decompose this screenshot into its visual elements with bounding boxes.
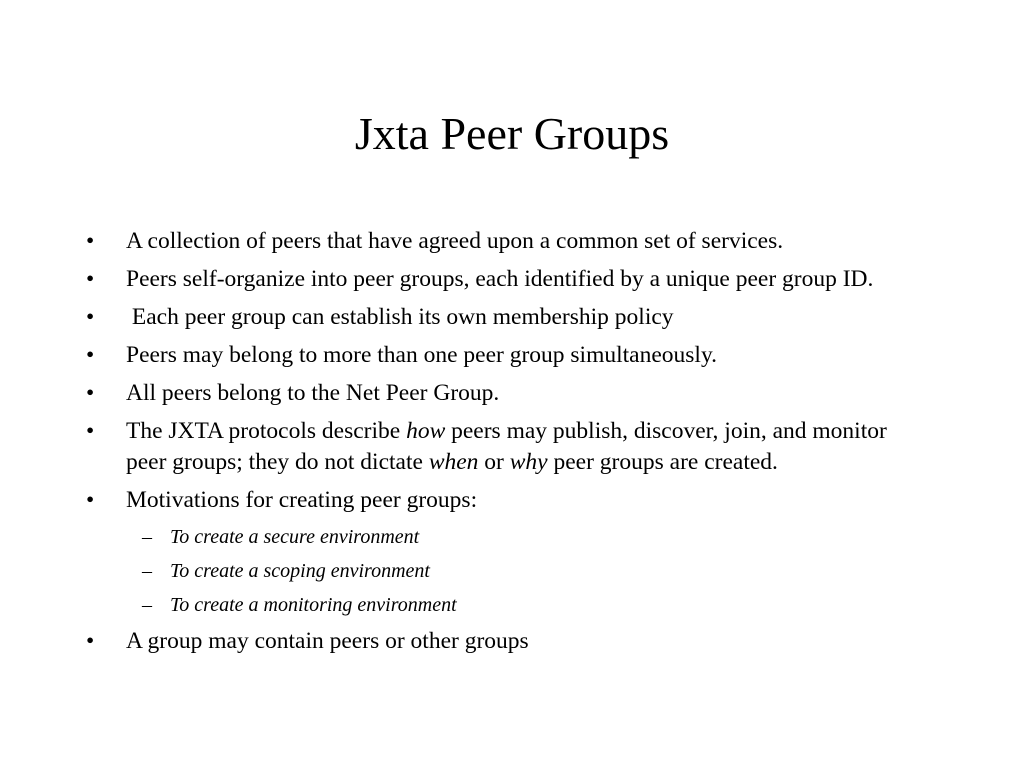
dash-icon: – (142, 560, 152, 582)
text-segment: peers may publish, discover, join, and monitor peer groups; they do not dictate (126, 418, 887, 475)
bullet-item (0, 264, 926, 295)
bullet-dot-icon: • (86, 228, 95, 254)
bullet-dot-icon: • (86, 266, 95, 292)
bullet-dot-icon: • (86, 380, 95, 406)
emphasis-how: how (406, 418, 446, 444)
bullet-text: A group may contain peers or other groups (126, 628, 529, 654)
bullet-item (0, 340, 926, 371)
sub-bullet-text: To create a scoping environment (170, 560, 430, 582)
bullet-text: Peers self-organize into peer groups, each identified by a unique peer group ID. (126, 266, 874, 292)
sub-bullet-group (0, 523, 1024, 619)
bullet-text: A collection of peers that have agreed upon a common set of services. (126, 228, 784, 254)
bullet-text: Peers may belong to more than one peer group simultaneously. (126, 342, 718, 368)
emphasis-when: when (428, 449, 479, 475)
sub-bullet-item (0, 557, 1024, 585)
bullet-text (126, 418, 887, 475)
emphasis-why: why (509, 449, 548, 475)
bullet-item (0, 416, 926, 478)
bullet-item (0, 626, 926, 657)
bullet-dot-icon: • (86, 304, 95, 330)
sub-bullet-item (0, 591, 1024, 619)
bullet-item (0, 485, 926, 516)
bullet-list (0, 226, 1024, 664)
text-segment: The JXTA protocols describe (126, 418, 407, 444)
bullet-dot-icon: • (86, 628, 95, 654)
bullet-item (0, 226, 926, 257)
bullet-text: Motivations for creating peer groups: (126, 487, 478, 513)
slide-title: Jxta Peer Groups (354, 108, 670, 159)
bullet-dot-icon: • (86, 342, 95, 368)
bullet-item (0, 302, 926, 333)
sub-bullet-list (0, 523, 1024, 619)
sub-bullet-text: To create a secure environment (170, 526, 420, 548)
text-segment: or (478, 449, 510, 475)
bullet-text: All peers belong to the Net Peer Group. (126, 380, 500, 406)
bullet-text: Each peer group can establish its own membership policy (126, 304, 674, 330)
text-segment: peer groups are created. (547, 449, 778, 475)
dash-icon: – (142, 594, 152, 616)
dash-icon: – (142, 526, 152, 548)
sub-bullet-item (0, 523, 1024, 551)
sub-bullet-text: To create a monitoring environment (170, 594, 457, 616)
bullet-dot-icon: • (86, 418, 95, 444)
bullet-dot-icon: • (86, 487, 95, 513)
bullet-item (0, 378, 926, 409)
